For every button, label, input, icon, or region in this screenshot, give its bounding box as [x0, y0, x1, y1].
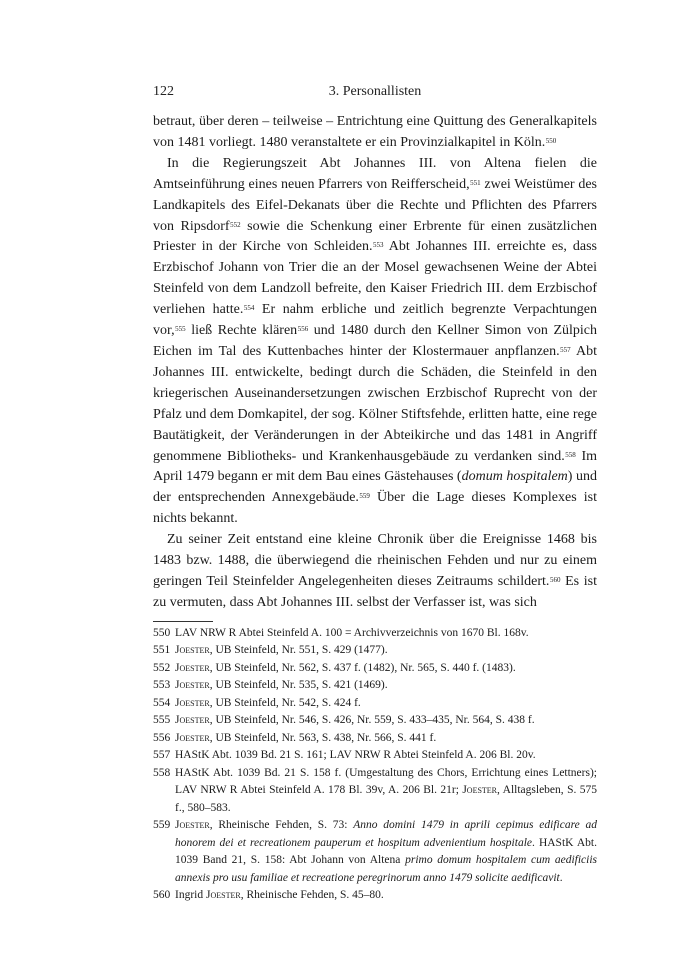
text-segment: Es ist zu vermuten, dass Abt Johannes III. selbst der Verfasser ist, was sich: [153, 573, 597, 610]
text-segment: zwei Weistümer des Landkapitels des Eifel-Dekanats über die Rechte und Pflichten des Pfarrers von Ripsdorf: [153, 176, 597, 234]
footnote-ref-558[interactable]: 558: [565, 450, 576, 459]
footnote-text: , Alltagsleben, S. 575 f., 580–583.: [175, 784, 597, 814]
footnote-number: 552: [153, 661, 171, 674]
main-text: [153, 112, 597, 614]
footnote-560: [153, 887, 597, 905]
footnote-number: 560: [153, 889, 171, 902]
footnote-number: 559: [153, 819, 171, 832]
latin-term: domum hospitalem: [461, 469, 568, 485]
footnote-text: , UB Steinfeld, Nr. 546, S. 426, Nr. 559, S. 433–435, Nr. 564, S. 438 f.: [209, 714, 535, 727]
author-name: Joester: [175, 679, 210, 692]
text-segment: Er nahm erbliche und zeitlich begrenzte Verpachtungen vor,: [153, 302, 597, 339]
footnotes: [153, 625, 597, 905]
footnote-number: 556: [153, 731, 171, 744]
footnote-ref-553[interactable]: 553: [373, 241, 384, 250]
footnote-ref-550[interactable]: 550: [545, 136, 557, 145]
footnote-number: 555: [153, 714, 171, 727]
footnote-text: , Rheinische Fehden, S. 45–80.: [240, 889, 384, 902]
footnote-number: 554: [153, 696, 171, 709]
text-segment: Abt Johannes III. entwickelte, bedingt durch die Schäden, die Steinfeld in den kriegerischen Auseinandersetzungen zwischen Erzbischof Ruprecht von der Pfalz und dem Domkapitel, der sog. Kölner Stiftsfehde, erlitten hatte, eine rege Bautätigkeit, der Veränderungen in der Abteikirche und das 1481 in Angriff genommene Bibliotheks- und Krankenhausgebäude zu verdanken sind.: [153, 343, 598, 464]
footnote-ref-552[interactable]: 552: [230, 220, 241, 229]
footnote-text: , Rheinische Fehden, S. 73:: [209, 819, 354, 832]
footnote-text: LAV NRW R Abtei Steinfeld A. 100 = Archivverzeichnis von 1670 Bl. 168v.: [175, 626, 529, 639]
footnote-text: , UB Steinfeld, Nr. 542, S. 424 f.: [209, 696, 361, 709]
text-segment: Zu seiner Zeit entstand eine kleine Chronik über die Ereignisse 1468 bis 1483 bzw. 1488, die überwiegend die rheinischen Fehden und nur zu einem geringen Teil Steinfelder Angelegenheiten dieses Zeitraums schildert.: [153, 532, 597, 589]
footnote-551: [153, 642, 597, 660]
author-name: Joester: [175, 819, 210, 832]
footnote-552: [153, 660, 597, 678]
footnote-text: HAStK Abt. 1039 Bd. 21 S. 161; LAV NRW R Abtei Steinfeld A. 206 Bl. 20v.: [175, 749, 536, 762]
footnote-text: Ingrid: [175, 889, 206, 902]
footnote-555: [153, 712, 597, 730]
footnote-text: . HAStK Abt. 1039 Band 21, S. 158: Abt Johann von Altena: [175, 836, 597, 867]
page-number: 122: [153, 84, 174, 99]
paragraph-2: [153, 154, 597, 530]
footnote-ref-554[interactable]: 554: [243, 304, 255, 313]
text-segment: In die Regierungszeit Abt Johannes III. von Altena fielen die Amtseinführung eines neuen Pfarrers von Reifferscheid,: [153, 155, 597, 192]
footnote-number: 557: [153, 749, 171, 762]
footnote-text: , UB Steinfeld, Nr. 562, S. 437 f. (1482), Nr. 565, S. 440 f. (1483).: [209, 661, 516, 674]
footnote-divider: [153, 621, 213, 622]
footnote-text: , UB Steinfeld, Nr. 535, S. 421 (1469).: [209, 679, 388, 692]
footnote-558: [153, 765, 597, 818]
footnote-ref-555[interactable]: 555: [175, 325, 186, 334]
footnote-number: 551: [153, 644, 171, 657]
author-name: Joester: [205, 889, 241, 902]
page-header: [153, 84, 597, 106]
footnote-number: 558: [153, 766, 171, 779]
footnote-text: .: [559, 871, 563, 884]
footnote-553: [153, 677, 597, 695]
footnote-ref-551[interactable]: 551: [470, 178, 481, 187]
footnote-554: [153, 695, 597, 713]
author-name: Joester: [175, 731, 210, 744]
running-title: 3. Personallisten: [328, 84, 422, 99]
latin-quote: primo domum hospitalem cum aedificiis annexis pro usu familiae et recreatione peregrinorum anno 1479 solicite aedificavit: [175, 854, 597, 884]
footnote-ref-557[interactable]: 557: [560, 345, 571, 354]
text-segment: ) und der entsprechenden Annexgebäude.: [153, 469, 597, 506]
text-segment: betraut, über deren – teilweise – Entrichtung eine Quittung des Generalkapitels von 1481 vorliegt. 1480 veranstaltete er ein Provinzialkapitel in Köln.: [153, 114, 597, 150]
text-segment: sowie die Schenkung einer Erbrente für einen zusätzlichen Priester in der Kirche von Schleiden.: [153, 218, 598, 255]
text-segment: Abt Johannes III. erreichte es, dass Erzbischof Johann von Trier die an der Mosel gewachsenen Weine der Abtei Steinfeld von dem Landzoll befreite, den Kaiser Friedrich III. dem Erzbischof verliehen hatte.: [153, 239, 597, 318]
footnote-557: [153, 747, 597, 765]
footnote-559: [153, 817, 597, 887]
paragraph-3: [153, 530, 597, 614]
author-name: Joester: [175, 644, 210, 657]
latin-quote: Anno domini 1479 in aprili cepimus edificare ad honorem dei et recreationem pauperum et hospitum advenientium hospitale: [175, 819, 597, 849]
author-name: Joester: [462, 784, 498, 797]
footnote-text: , UB Steinfeld, Nr. 551, S. 429 (1477).: [209, 644, 388, 657]
footnote-550: [153, 625, 597, 643]
footnote-text: HAStK Abt. 1039 Bd. 21 S. 158 f. (Umgestaltung des Chors, Errichtung eines Lettners); LAV NRW R Abtei Steinfeld A. 178 Bl. 39v, A. 206 Bl. 21r;: [175, 766, 597, 797]
footnote-number: 550: [153, 626, 171, 639]
text-segment: Über die Lage dieses Komplexes ist nichts bekannt.: [153, 490, 598, 527]
text-segment: Im April 1479 begann er mit dem Bau eines Gästehauses (: [153, 448, 597, 485]
book-page: [153, 84, 597, 905]
footnote-number: 553: [153, 679, 171, 692]
footnote-556: [153, 730, 597, 748]
footnote-ref-556[interactable]: 556: [297, 325, 309, 334]
text-segment: ließ Rechte klären: [185, 323, 298, 339]
author-name: Joester: [175, 696, 210, 709]
author-name: Joester: [175, 714, 210, 727]
paragraph-1: [153, 112, 597, 154]
author-name: Joester: [175, 661, 210, 674]
footnote-ref-560[interactable]: 560: [549, 575, 561, 584]
footnote-ref-559[interactable]: 559: [359, 492, 370, 501]
footnote-text: , UB Steinfeld, Nr. 563, S. 438, Nr. 566, S. 441 f.: [209, 731, 437, 744]
text-segment: und 1480 durch den Kellner Simon von Zülpich Eichen im Tal des Kuttenbaches hinter der Klostermauer anpflanzen.: [153, 323, 597, 359]
